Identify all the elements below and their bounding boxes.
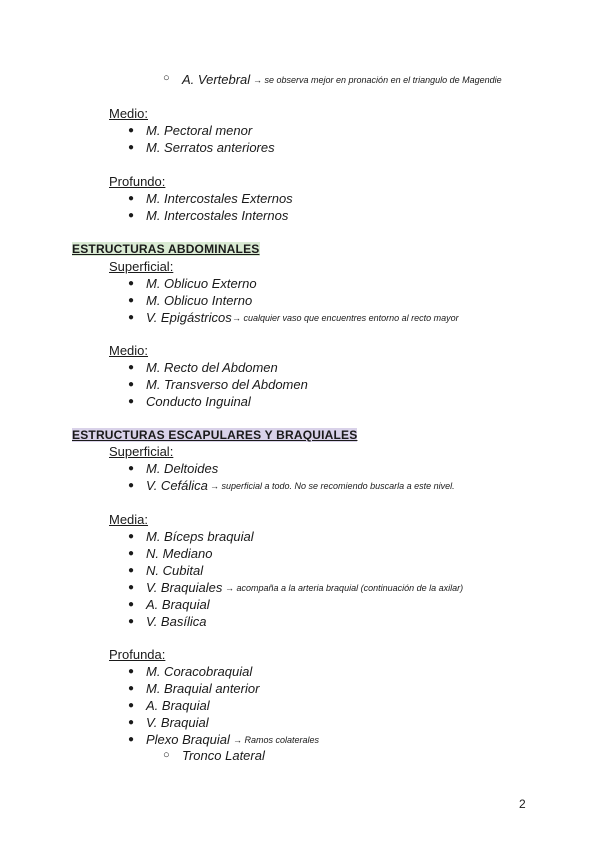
bullet-icon: ●: [128, 734, 135, 745]
bullet-icon: ●: [128, 295, 135, 306]
section-label-superficial: Superficial:: [109, 259, 174, 274]
list-item: A. Vertebral: [182, 72, 251, 87]
list-item: M. Serratos anteriores: [146, 140, 275, 155]
circle-bullet-icon: ○: [163, 749, 170, 761]
bullet-icon: ●: [128, 717, 135, 728]
list-item: N. Mediano: [146, 546, 213, 561]
list-item: M. Intercostales Externos: [146, 191, 293, 206]
list-item: N. Cubital: [146, 563, 204, 578]
list-item: A. Braquial: [146, 698, 210, 713]
section-label-superficial: Superficial:: [109, 444, 174, 459]
list-item: M. Coracobraquial: [146, 664, 253, 679]
list-item: M. Deltoides: [146, 461, 219, 476]
list-item: A. Braquial: [146, 597, 210, 612]
list-item: V. Braquiales: [146, 580, 223, 595]
list-item: M. Oblicuo Externo: [146, 276, 257, 291]
section-label-medio: Medio:: [109, 106, 149, 121]
bullet-icon: ●: [128, 700, 135, 711]
list-item: M. Braquial anterior: [146, 681, 260, 696]
section-label-profundo: Profundo:: [109, 174, 166, 189]
list-item: M. Transverso del Abdomen: [146, 377, 308, 392]
item-note: → cualquier vaso que encuentres entorno al recto mayor: [232, 313, 459, 323]
bullet-icon: ●: [128, 312, 135, 323]
list-item: Conducto Inguinal: [146, 394, 251, 409]
bullet-icon: ●: [128, 193, 135, 204]
item-note: → acompaña a la arteria braquial (continuación de la axilar): [225, 583, 464, 593]
bullet-icon: ●: [128, 142, 135, 153]
bullet-icon: ●: [128, 683, 135, 694]
bullet-icon: ●: [128, 599, 135, 610]
bullet-icon: ●: [128, 582, 135, 593]
item-note: → Ramos colaterales: [233, 735, 320, 745]
bullet-icon: ●: [128, 362, 135, 373]
section-label-profunda: Profunda:: [109, 647, 166, 662]
list-item: Plexo Braquial: [146, 732, 230, 747]
list-item: M. Pectoral menor: [146, 123, 253, 138]
bullet-icon: ●: [128, 463, 135, 474]
list-item: V. Braquial: [146, 715, 209, 730]
section-label-media: Media:: [109, 512, 149, 527]
bullet-icon: ●: [128, 531, 135, 542]
bullet-icon: ●: [128, 396, 135, 407]
list-item: V. Basílica: [146, 614, 207, 629]
bullet-icon: ●: [128, 480, 135, 491]
bullet-icon: ●: [128, 666, 135, 677]
section-heading-abdominales: ESTRUCTURAS ABDOMINALES: [72, 242, 260, 256]
list-item: V. Epigástricos: [146, 310, 232, 325]
list-item: M. Bíceps braquial: [146, 529, 254, 544]
bullet-icon: ●: [128, 125, 135, 136]
list-item: V. Cefálica: [146, 478, 208, 493]
bullet-icon: ●: [128, 565, 135, 576]
list-item: M. Recto del Abdomen: [146, 360, 278, 375]
list-item: M. Oblicuo Interno: [146, 293, 253, 308]
bullet-icon: ●: [128, 616, 135, 627]
page-number: 2: [519, 797, 526, 811]
bullet-icon: ●: [128, 379, 135, 390]
bullet-icon: ●: [128, 210, 135, 221]
list-item: M. Intercostales Internos: [146, 208, 289, 223]
circle-bullet-icon: ○: [163, 72, 170, 84]
bullet-icon: ●: [128, 548, 135, 559]
list-item: Tronco Lateral: [182, 748, 265, 763]
section-heading-escapulares: ESTRUCTURAS ESCAPULARES Y BRAQUIALES: [72, 428, 358, 442]
section-label-medio: Medio:: [109, 343, 149, 358]
bullet-icon: ●: [128, 278, 135, 289]
item-note: → superficial a todo. No se recomiendo buscarla a este nivel.: [210, 481, 455, 491]
item-note: → se observa mejor en pronación en el triangulo de Magendie: [253, 75, 502, 85]
